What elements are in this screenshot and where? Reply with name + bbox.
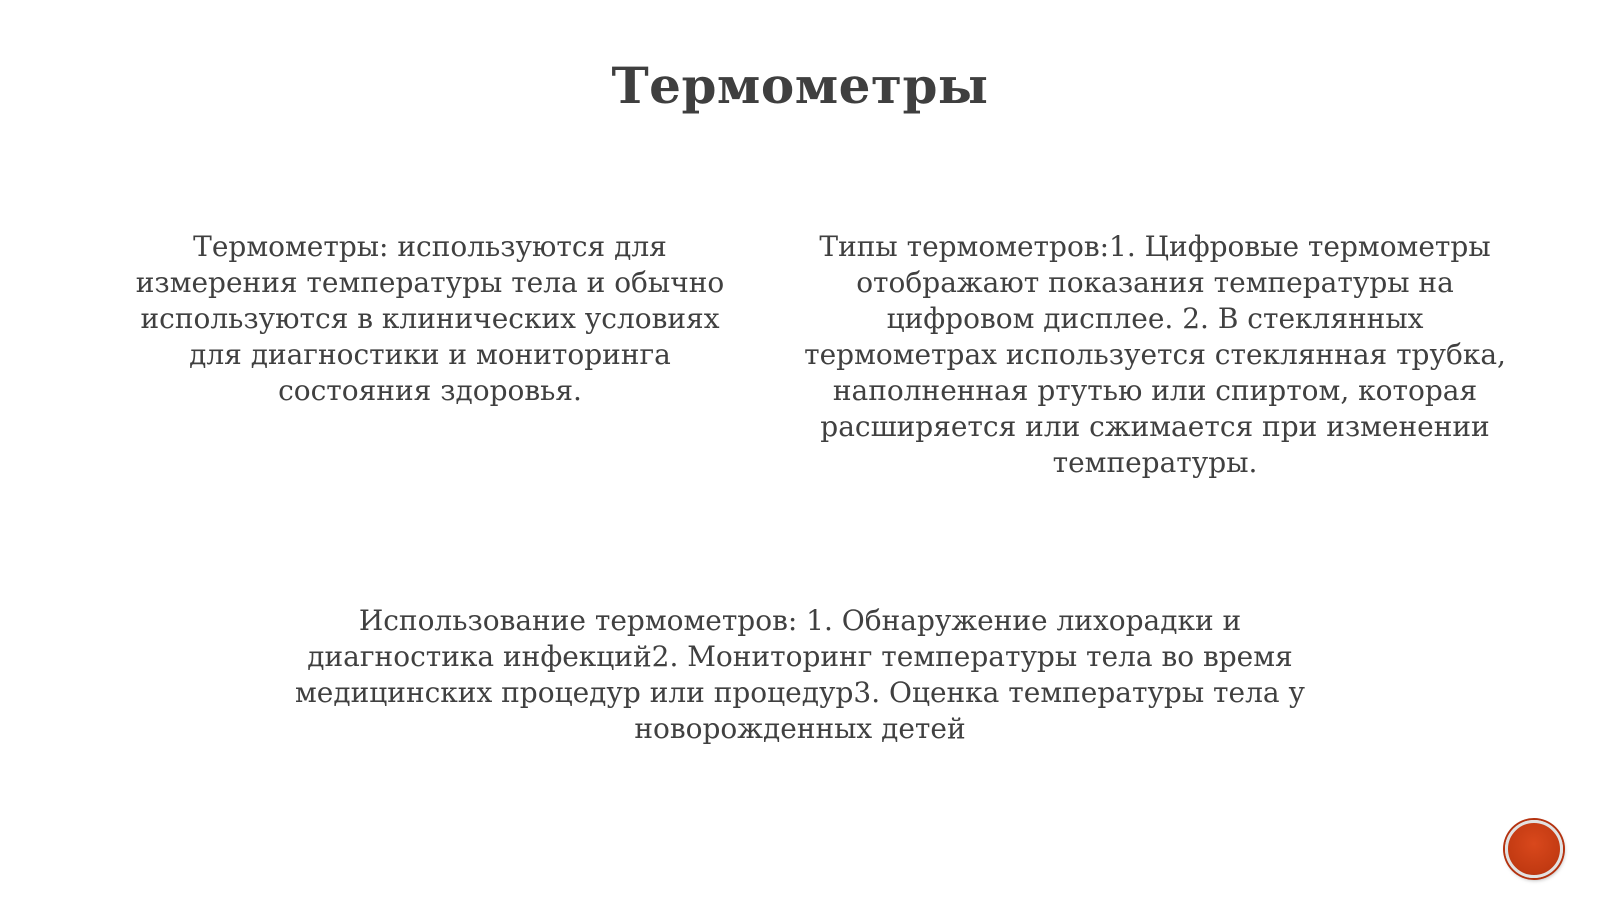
slide-nav-button[interactable] [1505,820,1563,878]
usage-text-block: Использование термометров: 1. Обнаружение лихорадки и диагностика инфекций2. Мониторинг температуры тела во время медицинских процедур или процедур3. Оценка температуры тела у новорожденных детей [295,604,1305,745]
definition-text-block: Термометры: используются для измерения температуры тела и обычно используются в клинических условиях для диагностики и мониторинга состояния здоровья. [135,230,725,407]
types-text-block: Типы термометров:1. Цифровые термометры отображают показания температуры на цифровом дисплее. 2. В стеклянных термометрах используется стеклянная трубка, наполненная ртутью или спиртом, которая расширяется или сжимается при изменении температуры. [804,230,1506,479]
slide-title: Термометры [611,56,989,115]
